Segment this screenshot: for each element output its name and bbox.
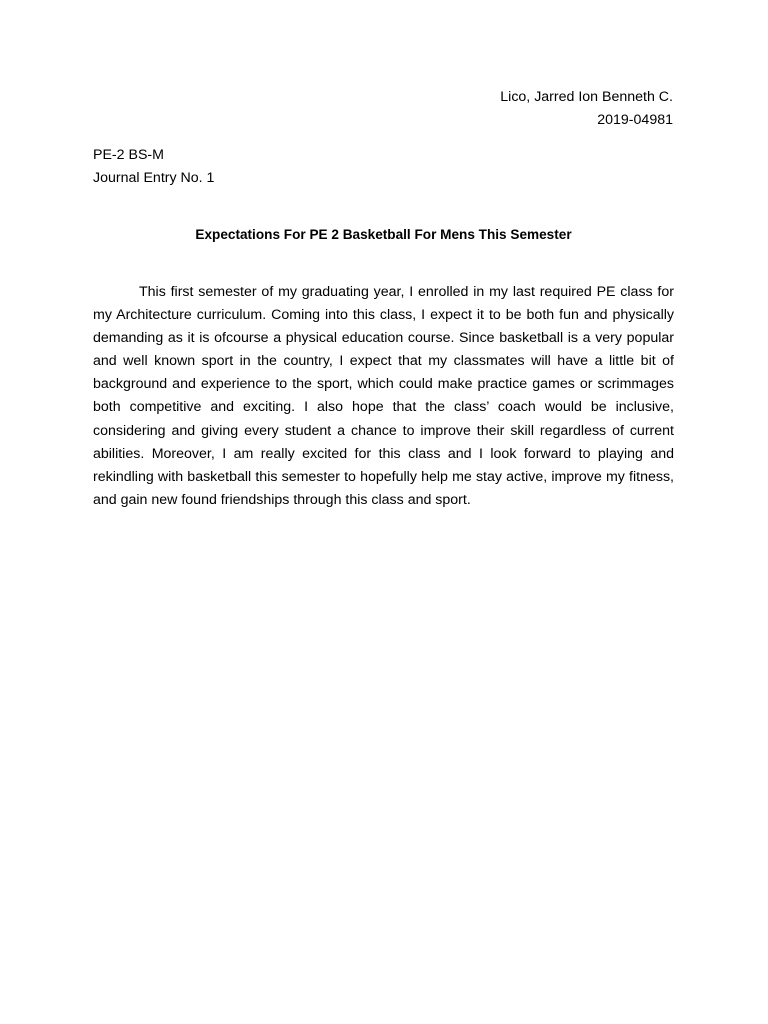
document-title: Expectations For PE 2 Basketball For Mens This Semester (195, 227, 572, 242)
student-number: 2019-04981 (597, 112, 673, 128)
course-section: PE-2 BS-M (93, 147, 164, 163)
journal-entry-label: Journal Entry No. 1 (93, 170, 215, 186)
body-paragraph: This first semester of my graduating year, I enrolled in my last required PE class for my Architecture curriculum. Coming into this class, I expect it to be both fun and physically demanding as it is ofcourse a physical education course. Since basketball is a very popular and well known sport in the country, I expect that my classmates will have a little bit of background and experience to the sport, which could make practice games or scrimmages both competitive and exciting. I also hope that the class’ coach would be inclusive, considering and giving every student a chance to improve their skill regardless of current abilities. Moreover, I am really excited for this class and I look forward to playing and rekindling with basketball this semester to hopefully help me stay active, improve my fitness, and gain new found friendships through this class and sport. (93, 284, 674, 508)
course-block (93, 144, 214, 190)
author-block (500, 86, 673, 132)
author-name: Lico, Jarred Ion Benneth C. (500, 89, 673, 105)
